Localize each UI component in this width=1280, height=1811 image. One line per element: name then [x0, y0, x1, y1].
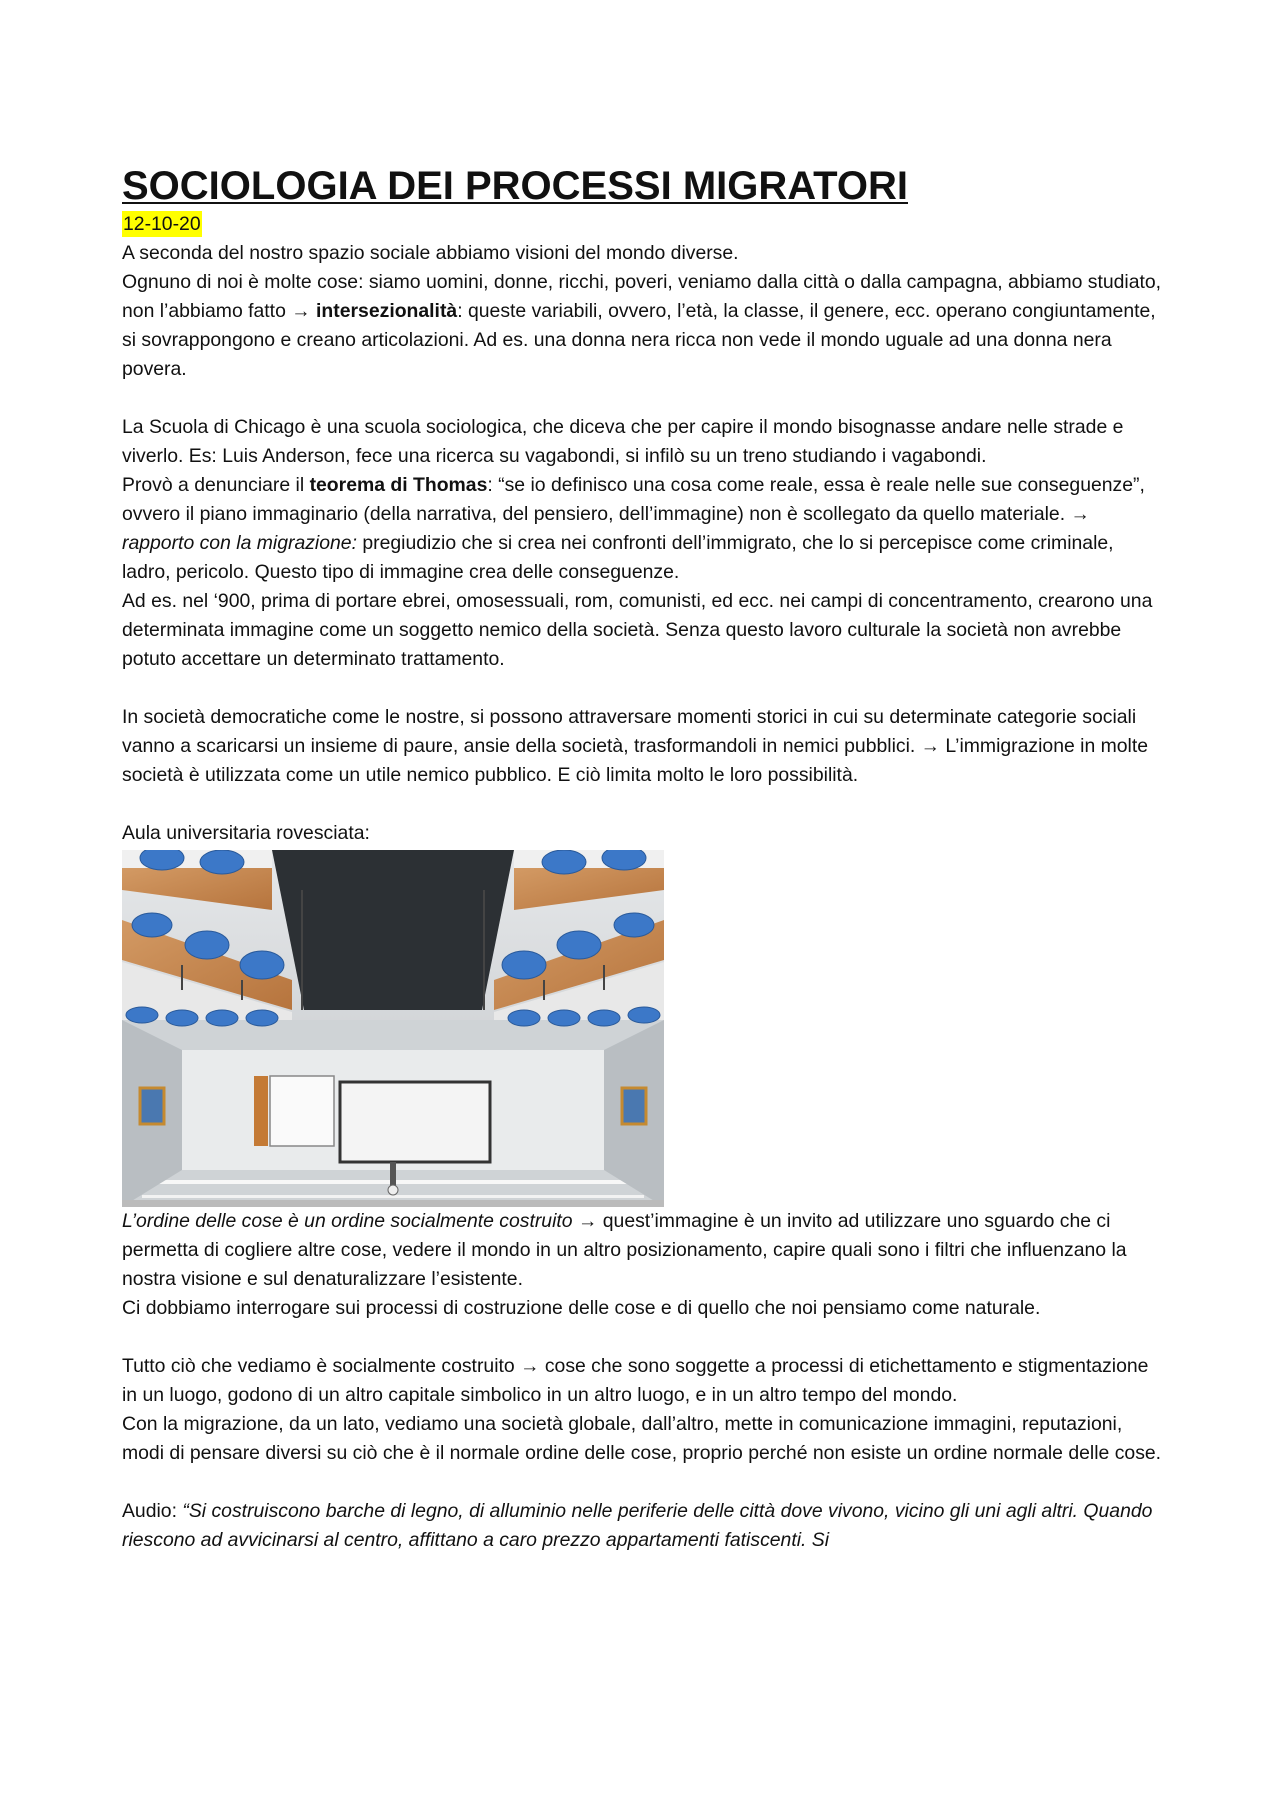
arrow-icon: →: [920, 735, 941, 757]
paragraph-4: L’ordine delle cose è un ordine socialmente costruito → quest’immagine è un invito ad utilizzare uno sguardo che ci permetta di cogliere altre cose, vedere il mondo in un altro posizionamento, capire quali sono i filtri che influenzano la nostra visione e sul denaturalizzare l’esistente. Ci dobbiamo interrogare sui processi di costruzione delle cose e di quello che noi pensiamo come naturale.: [122, 1210, 1127, 1319]
paragraph-2: La Scuola di Chicago è una scuola sociologica, che diceva che per capire il mondo bisognasse andare nelle strade e viverlo. Es: Luis Anderson, fece una ricerca su vagabondi, si infilò su un treno studiando i vagabondi. Provò a denunciare il teorema di Thomas: “se io definisco una cosa come reale, essa è reale nelle sue conseguenze”, ovvero il piano immaginario (della narrativa, del pensiero, dell’immagine) non è scollegato da quello materiale. → rapporto con la migrazione: pregiudizio che si crea nei confronti dell’immigrato, che lo si percepisce come criminale, ladro, pericolo. Questo tipo di immagine crea delle conseguenze. Ad es. nel ‘900, prima di portare ebrei, omosessuali, rom, comunisti, ed ecc. nei campi di concentramento, crearono una determinata immagine come un soggetto nemico della società. Senza questo lavoro culturale la società non avrebbe potuto accettare un determinato trattamento.: [122, 416, 1153, 670]
figure-caption: Aula universitaria rovesciata:: [122, 822, 370, 844]
keyword-teorema-thomas: teorema di Thomas: [309, 474, 488, 496]
paragraph-6: Audio: “Si costruiscono barche di legno, di alluminio nelle periferie delle città dove vivono, vicino gli uni agli altri. Quando riescono ad avvicinarsi al centro, affittano a caro prezzo appartamenti fatiscenti. Si: [122, 1500, 1153, 1551]
arrow-icon: →: [577, 1210, 598, 1232]
paragraph-3: In società democratiche come le nostre, si possono attraversare momenti storici in cui su determinate categorie sociali vanno a scaricarsi un insieme di paure, ansie della società, trasformandoli in nemici pubblici. → L’immigrazione in molte società è utilizzata come un utile nemico pubblico. E ciò limita molto le loro possibilità.: [122, 706, 1149, 786]
document-title: SOCIOLOGIA DEI PROCESSI MIGRATORI: [122, 164, 908, 208]
arrow-icon: →: [1070, 503, 1090, 525]
arrow-icon: →: [520, 1355, 540, 1377]
document-body: [122, 162, 1164, 1555]
inverted-classroom-image: [122, 850, 664, 1207]
arrow-icon: →: [291, 300, 311, 322]
paragraph-1: A seconda del nostro spazio sociale abbiamo visioni del mondo diverse. Ognuno di noi è molte cose: siamo uomini, donne, ricchi, poveri, veniamo dalla città o dalla campagna, abbiamo studiato, non l’abbiamo fatto → intersezionalità: queste variabili, ovvero, l’età, la classe, il genere, ecc. operano congiuntamente, si sovrappongono e creano articolazioni. Ad es. una donna nera ricca non vede il mondo uguale ad una donna nera povera.: [122, 242, 1162, 380]
keyword-intersezionalita: intersezionalità: [316, 300, 458, 322]
date-highlight: 12-10-20: [123, 213, 201, 235]
paragraph-5: Tutto ciò che vediamo è socialmente costruito → cose che sono soggette a processi di etichettamento e stigmentazione in un luogo, godono di un altro capitale simbolico in un altro luogo, e in un altro tempo del mondo. Con la migrazione, da un lato, vediamo una società globale, dall’altro, mette in comunicazione immagini, reputazioni, modi di pensare diversi su ciò che è il normale ordine delle cose, proprio perché non esiste un ordine normale delle cose.: [122, 1355, 1162, 1464]
keyword-rapporto-migrazione: rapporto con la migrazione:: [122, 532, 357, 554]
